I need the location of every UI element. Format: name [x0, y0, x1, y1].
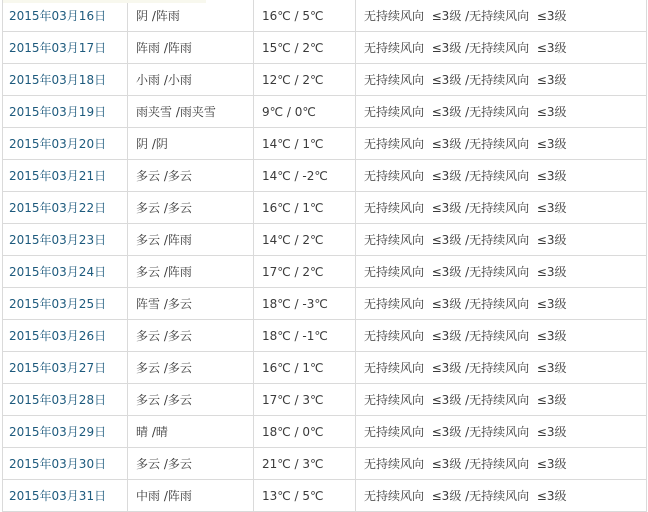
date-link[interactable]: 2015年03月25日 [9, 297, 107, 311]
temperature-cell: 16℃ / 1℃ [254, 352, 356, 383]
temperature-cell: 12℃ / 2℃ [254, 64, 356, 95]
date-cell [3, 32, 128, 63]
temperature-cell: 14℃ / 2℃ [254, 224, 356, 255]
date-cell [3, 448, 128, 479]
wind-cell: 无持续风向 ≤3级 /无持续风向 ≤3级 [364, 41, 567, 55]
weather-cell: 多云 /多云 [128, 448, 254, 479]
wind-cell: 无持续风向 ≤3级 /无持续风向 ≤3级 [364, 393, 567, 407]
weather-cell: 多云 /阵雨 [128, 256, 254, 287]
table-row [3, 480, 646, 512]
table-row [3, 448, 646, 480]
temperature-cell: 14℃ / -2℃ [254, 160, 356, 191]
wind-cell: 无持续风向 ≤3级 /无持续风向 ≤3级 [364, 105, 567, 119]
table-row [3, 224, 646, 256]
date-cell [3, 96, 128, 127]
date-cell [3, 416, 128, 447]
temperature-cell: 9℃ / 0℃ [254, 96, 356, 127]
date-link[interactable]: 2015年03月18日 [9, 73, 107, 87]
temperature-cell: 17℃ / 2℃ [254, 256, 356, 287]
date-cell [3, 256, 128, 287]
table-row [3, 256, 646, 288]
date-cell [3, 192, 128, 223]
weather-history-table [2, 0, 647, 512]
wind-cell: 无持续风向 ≤3级 /无持续风向 ≤3级 [364, 425, 567, 439]
date-cell [3, 64, 128, 95]
wind-cell: 无持续风向 ≤3级 /无持续风向 ≤3级 [364, 489, 567, 503]
temperature-cell: 16℃ / 5℃ [254, 0, 356, 31]
weather-cell: 阵雪 /多云 [128, 288, 254, 319]
date-cell [3, 480, 128, 511]
wind-cell: 无持续风向 ≤3级 /无持续风向 ≤3级 [364, 137, 567, 151]
weather-cell: 阵雨 /阵雨 [128, 32, 254, 63]
wind-cell: 无持续风向 ≤3级 /无持续风向 ≤3级 [364, 457, 567, 471]
table-row [3, 64, 646, 96]
wind-cell: 无持续风向 ≤3级 /无持续风向 ≤3级 [364, 297, 567, 311]
date-link[interactable]: 2015年03月20日 [9, 137, 107, 151]
temperature-cell: 14℃ / 1℃ [254, 128, 356, 159]
date-cell [3, 384, 128, 415]
temperature-cell: 18℃ / -1℃ [254, 320, 356, 351]
weather-cell: 多云 /多云 [128, 384, 254, 415]
date-cell [3, 0, 128, 31]
weather-cell: 小雨 /小雨 [128, 64, 254, 95]
temperature-cell: 18℃ / 0℃ [254, 416, 356, 447]
table-row [3, 384, 646, 416]
date-cell [3, 160, 128, 191]
date-link[interactable]: 2015年03月28日 [9, 393, 107, 407]
weather-cell: 中雨 /阵雨 [128, 480, 254, 511]
date-cell [3, 224, 128, 255]
weather-cell: 多云 /多云 [128, 192, 254, 223]
temperature-cell: 15℃ / 2℃ [254, 32, 356, 63]
date-link[interactable]: 2015年03月17日 [9, 41, 107, 55]
date-cell [3, 288, 128, 319]
temperature-cell: 18℃ / -3℃ [254, 288, 356, 319]
wind-cell: 无持续风向 ≤3级 /无持续风向 ≤3级 [364, 169, 567, 183]
weather-cell: 多云 /阵雨 [128, 224, 254, 255]
weather-cell: 多云 /多云 [128, 320, 254, 351]
date-link[interactable]: 2015年03月27日 [9, 361, 107, 375]
table-row [3, 32, 646, 64]
temperature-cell: 16℃ / 1℃ [254, 192, 356, 223]
wind-cell: 无持续风向 ≤3级 /无持续风向 ≤3级 [364, 361, 567, 375]
weather-cell: 晴 /晴 [128, 416, 254, 447]
date-link[interactable]: 2015年03月16日 [9, 9, 107, 23]
weather-cell: 阴 /阵雨 [128, 0, 254, 31]
table-row [3, 192, 646, 224]
date-link[interactable]: 2015年03月23日 [9, 233, 107, 247]
table-row [3, 320, 646, 352]
date-link[interactable]: 2015年03月19日 [9, 105, 107, 119]
weather-cell: 阴 /阴 [128, 128, 254, 159]
date-cell [3, 352, 128, 383]
table-row [3, 96, 646, 128]
wind-cell: 无持续风向 ≤3级 /无持续风向 ≤3级 [364, 9, 567, 23]
date-link[interactable]: 2015年03月30日 [9, 457, 107, 471]
table-row [3, 352, 646, 384]
wind-cell: 无持续风向 ≤3级 /无持续风向 ≤3级 [364, 201, 567, 215]
table-row [3, 288, 646, 320]
wind-cell: 无持续风向 ≤3级 /无持续风向 ≤3级 [364, 265, 567, 279]
date-link[interactable]: 2015年03月22日 [9, 201, 107, 215]
table-row [3, 0, 646, 32]
date-cell [3, 320, 128, 351]
wind-cell: 无持续风向 ≤3级 /无持续风向 ≤3级 [364, 329, 567, 343]
temperature-cell: 13℃ / 5℃ [254, 480, 356, 511]
table-row [3, 416, 646, 448]
date-link[interactable]: 2015年03月29日 [9, 425, 107, 439]
table-row [3, 128, 646, 160]
table-row [3, 160, 646, 192]
weather-cell: 多云 /多云 [128, 160, 254, 191]
date-link[interactable]: 2015年03月26日 [9, 329, 107, 343]
temperature-cell: 17℃ / 3℃ [254, 384, 356, 415]
weather-cell: 雨夹雪 /雨夹雪 [128, 96, 254, 127]
weather-cell: 多云 /多云 [128, 352, 254, 383]
date-link[interactable]: 2015年03月24日 [9, 265, 107, 279]
date-cell [3, 128, 128, 159]
date-link[interactable]: 2015年03月21日 [9, 169, 107, 183]
date-link[interactable]: 2015年03月31日 [9, 489, 107, 503]
temperature-cell: 21℃ / 3℃ [254, 448, 356, 479]
wind-cell: 无持续风向 ≤3级 /无持续风向 ≤3级 [364, 233, 567, 247]
wind-cell: 无持续风向 ≤3级 /无持续风向 ≤3级 [364, 73, 567, 87]
